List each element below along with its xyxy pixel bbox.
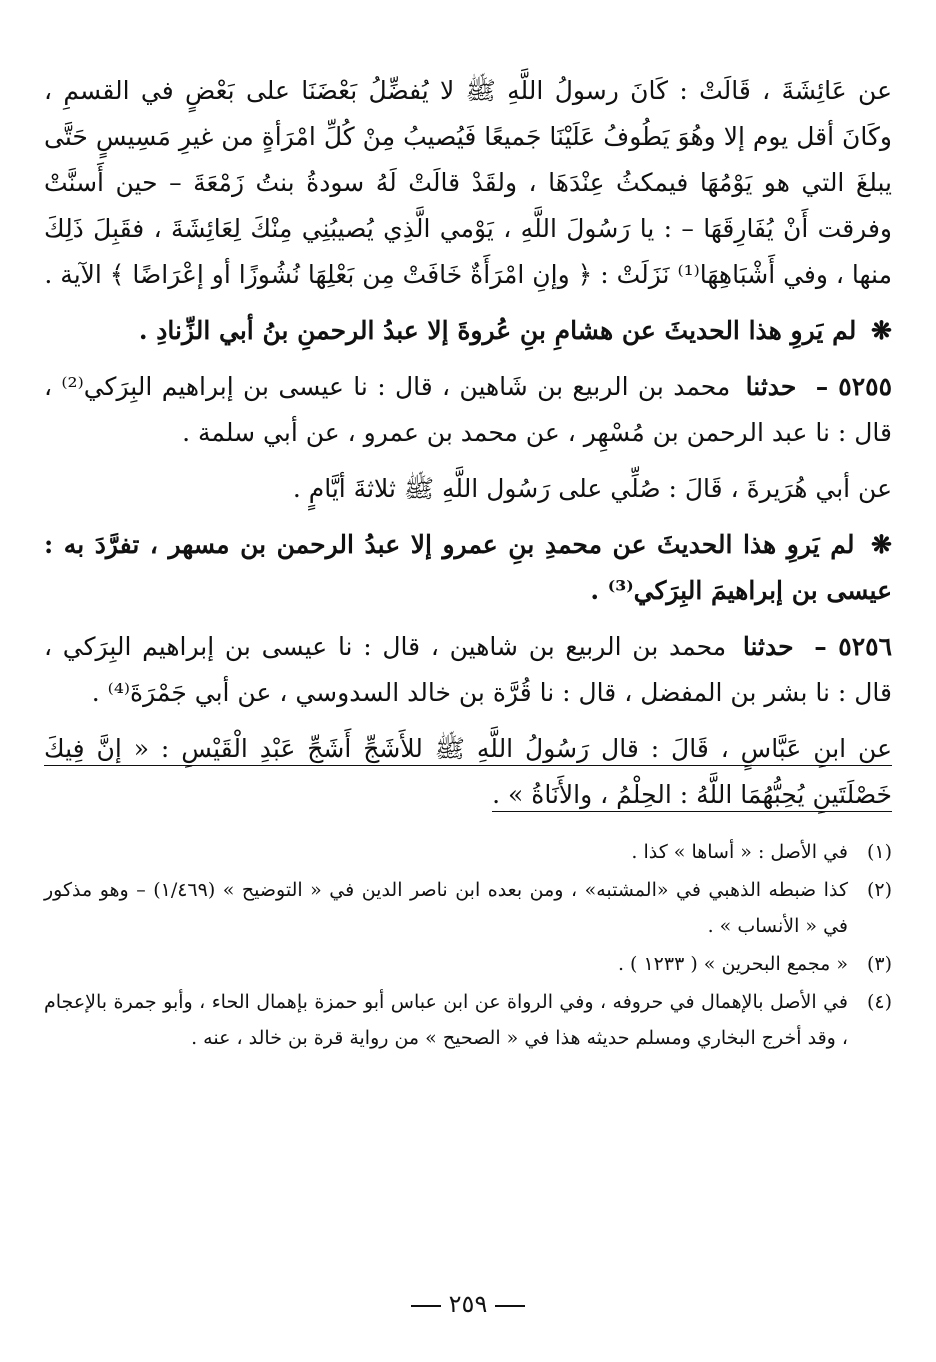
- footnote-4: [44, 984, 892, 1056]
- note-1-text: لم يَروِ هذا الحديثَ عن هشامِ بنِ عُروةَ إلا عبدُ الرحمنِ بنُ أبي الزِّنادِ .: [138, 316, 857, 345]
- hadith-isnad: محمد بن الربيع بن شاهين ، قال : نا عيسى بن إبراهيم البِرَكي ، قال : نا بشر بن المفضل ، قال : نا قُرَّة بن خالد السدوسي ، عن أبي جَمْرَةَ⁽⁴⁾ .: [44, 632, 892, 707]
- hadith-number: ٥٢٥٥ –: [815, 372, 893, 401]
- page-number-text: ٢٥٩: [448, 1290, 488, 1318]
- note-2: [44, 522, 892, 614]
- footnote-3: [44, 946, 892, 982]
- footnote-number: (١): [866, 841, 892, 863]
- footnote-text: في الأصل : « أساها » كذا .: [631, 841, 848, 863]
- footnote-text: في الأصل بالإهمال في حروفه ، وفي الرواة عن ابن عباس أبو حمزة بإهمال الحاء ، وأبو جمرة بالإعجام ، وقد أخرج البخاري ومسلم حديثه هذا في « الصحيح » من رواية قرة بن خالد ، عنه .: [44, 991, 848, 1049]
- hadith-5255: [44, 364, 892, 456]
- dash-left: [411, 1305, 441, 1307]
- star-icon: ❋: [871, 316, 892, 345]
- footnote-text: كذا ضبطه الذهبي في «المشتبه» ، ومن بعده ابن ناصر الدين في « التوضيح » (١/٤٦٩) – وهو مذكور في « الأنساب » .: [44, 879, 848, 937]
- hadith-text-3-body: عن ابنِ عَبَّاسٍ ، قَالَ : قال رَسُولُ اللَّهِ ﷺ للأَشَجِّ أَشَجِّ عَبْدِ الْقَيْسِ : « إنَّ فِيكَ خَصْلَتَينِ يُحِبُّهُمَا اللَّهُ : الحِلْمُ ، والأَنَاةُ » .: [44, 734, 892, 812]
- footnote-2: [44, 872, 892, 944]
- hadith-isnad: محمد بن الربيع بن شَاهين ، قال : نا عيسى بن إبراهيم البِرَكي⁽²⁾ ، قال : نا عبد الرحمن بن مُسْهِر ، عن محمد بن عمرو ، عن أبي سلمة .: [44, 372, 892, 447]
- hadith-5256: [44, 624, 892, 716]
- footnote-number: (٤): [866, 991, 892, 1013]
- footnote-text: « مجمع البحرين » ( ١٢٣٣ ) .: [617, 953, 848, 975]
- note-2-text: لم يَروِ هذا الحديثَ عن محمدِ بنِ عمرو إلا عبدُ الرحمن بن مسهر ، تفرَّدَ به : عيسى بن إبراهيمَ البِرَكي⁽³⁾ .: [44, 530, 892, 605]
- hadith-text-1: عن عَائِشَةَ ، قَالَتْ : كَانَ رسولُ اللَّهِ ﷺ لا يُفضِّلُ بَعْضَنَا على بَعْضٍ في القسمِ ، وكَانَ أقل يوم إلا وهُوَ يَطُوفُ عَلَيْنَا جَميعًا فَيُصيبُ مِنْ كُلِّ امْرَأةٍ من غيرِ مَسِيسٍ حَتَّى يبلغَ التي هو يَوْمُهَا فيمكثُ عِنْدَهَا ، ولقَدْ قالَتْ لَهُ سودةُ بنتُ زَمْعَةَ – حين أَسنَّتْ وفرقت أَنْ يُفَارِقَهَا – : يا رَسُولَ اللَّهِ ، يَوْمي الَّذِي يُصيبُنِي مِنْكَ لِعَائِشَةَ ، فقَبِلَ ذَلِكَ منها ، وفي أَشْبَاهِهَا⁽¹⁾ نَزَلَتْ : ﴿ وإنِ امْرَأَةٌ خَافَتْ مِن بَعْلِهَا نُشُوزًا أو إعْرَاضًا ﴾ الآية .: [44, 76, 892, 289]
- hadith-text-3: [44, 726, 892, 818]
- hadith-text-2: عن أبي هُرَيرةَ ، قَالَ : صُلِّي على رَسُول اللَّهِ ﷺ ثلاثةَ أيَّامٍ .: [292, 474, 892, 503]
- hadith-lead: حدثنا: [742, 632, 794, 661]
- footnote-number: (٣): [866, 953, 892, 975]
- hadith-number: ٥٢٥٦ –: [814, 632, 892, 661]
- dash-right: [495, 1305, 525, 1307]
- star-icon: ❋: [871, 530, 892, 559]
- hadith-lead: حدثنا: [745, 372, 797, 401]
- page-number: [0, 1290, 936, 1318]
- footnote-number: (٢): [866, 879, 892, 901]
- footnotes: [44, 834, 892, 1056]
- note-1: [44, 308, 892, 354]
- footnote-1: [44, 834, 892, 870]
